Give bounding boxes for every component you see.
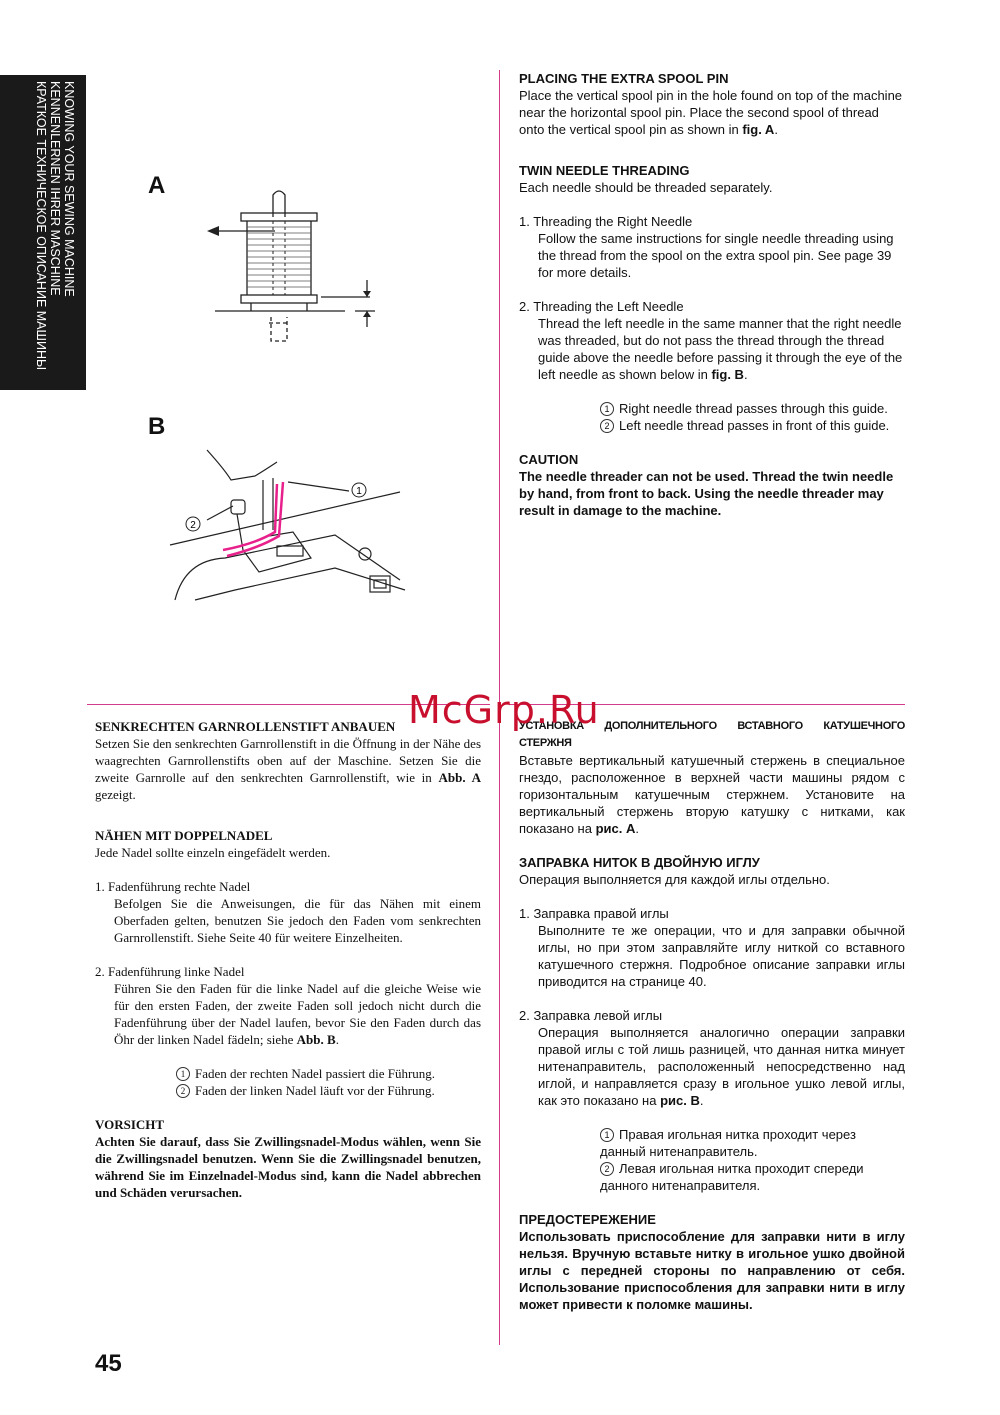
twin-heading-ru: ЗАПРАВКА НИТОК В ДВОЙНУЮ ИГЛУ [519, 855, 760, 870]
spool-text-de: Setzen Sie den senkrechten Garnrollenstift in die Öffnung in der Nähe des waagrechten Garnrollenstifts oben auf der Maschine. Setzen Sie die zweite Garnrolle auf den senkrechten Garnrollenstift, wie in Abb. A gezeigt. [95, 736, 481, 802]
step1-title-en: 1. Threading the Right Needle [519, 214, 693, 229]
caution-text-ru: Использовать приспособление для заправки нити в иглу нельзя. Вручную вставьте нитку в игольное ушко двойной иглы с передней стороны по направлению от себя. Использование приспособления для заправки нити в иглу может привести к поломке машины. [519, 1229, 905, 1312]
spool-text-ru: Вставьте вертикальный катушечный стержень в специальное гнездо, расположенное в верхней части машины рядом с горизонтальным катушечным стержнем. Установите на вертикальный стержень вторую катушку с нитками, как показано на рис. А. [519, 753, 905, 836]
twin-text-de: Jede Nadel sollte einzeln eingefädelt werden. [95, 845, 331, 860]
spool-heading-en: PLACING THE EXTRA SPOOL PIN [519, 71, 729, 86]
twin-heading-en: TWIN NEEDLE THREADING [519, 163, 690, 178]
side-tab [0, 75, 86, 390]
caution-text-de: Achten Sie darauf, dass Sie Zwillingsnadel-Modus wählen, wenn Sie die Zwillingsnadel benutzen. Wenn Sie die Zwillingsnadel benutzen, während Sie im Einzelnadel-Modus sind, kann die Nadel abbrechen und Schäden verursachen. [95, 1134, 481, 1200]
twin-text-en: Each needle should be threaded separately. [519, 180, 773, 195]
step2-title-en: 2. Threading the Left Needle [519, 299, 684, 314]
spool-text-en: Place the vertical spool pin in the hole found on top of the machine near the horizontal spool pin. Place the second spool of thread onto the vertical spool pin as shown in fig. A. [519, 88, 903, 137]
step2-text-de: Führen Sie den Faden für die linke Nadel auf die gleiche Weise wie für den ersten Faden, der zweite Faden soll jedoch nicht durch die Fadenführung über der Nadel laufen, bevor Sie den Faden durch das Öhr der linken Nadel fädeln; siehe Abb. B. [114, 981, 481, 1047]
note2-ru: 2 Левая игольная нитка проходит спереди данного нитенаправителя. [600, 1161, 864, 1193]
figure-b-needle-diagram [165, 440, 415, 605]
step2-text-en: Thread the left needle in the same manner that the right needle was threaded, but do not pass the thread through the thread guide above the needle before passing it through the eye of the left needle as shown below in fig. B. [538, 316, 903, 382]
step2-title-de: 2. Fadenführung linke Nadel [95, 964, 245, 979]
twin-heading-de: NÄHEN MIT DOPPELNADEL [95, 828, 273, 843]
note1-en: 1 Right needle thread passes through this guide. [519, 400, 905, 417]
figure-a-label: A [148, 172, 166, 199]
caution-text-en: The needle threader can not be used. Thread the twin needle by hand, from front to back. Using the needle threader may result in damage to the machine. [519, 469, 894, 518]
step1-text-de: Befolgen Sie die Anweisungen, die für das Nähen mit einem Oberfaden gelten, benutzen Sie jedoch den Faden vom senkrechten Garnrollenstift. Siehe Seite 40 für weitere Einzelheiten. [114, 896, 481, 945]
side-tab-ru: КРАТКОЕ ТЕХНИЧЕСКОЕ ОПИСАНИЕ МАШИНЫ [34, 81, 48, 371]
english-section [519, 70, 905, 519]
spool-heading-de: SENKRECHTEN GARNROLLENSTIFT ANBAUEN [95, 719, 396, 734]
side-tab-de: KENNENLERNEN IHRER MASCHINE [48, 81, 62, 296]
twin-text-ru: Операция выполняется для каждой иглы отдельно. [519, 872, 830, 887]
watermark: McGrp.Ru [408, 688, 600, 732]
german-section [95, 718, 481, 1201]
callout-2: 2 [190, 520, 196, 531]
caution-heading-en: CAUTION [519, 452, 579, 467]
note2-en: 2 Left needle thread passes in front of this guide. [519, 417, 905, 434]
figure-a-spool-diagram [195, 185, 395, 350]
step2-text-ru: Операция выполняется аналогично операции заправки правой иглы с той лишь разницей, что данная нитка минует нитенаправитель, расположенный непосредственно над иглой, и направляется сразу в игольное ушко левой иглы, как это показано на рис. В. [538, 1025, 905, 1108]
side-tab-en: KNOWING YOUR SEWING MACHINE [62, 81, 76, 297]
step1-title-ru: 1. Заправка правой иглы [519, 906, 669, 921]
step1-text-ru: Выполните те же операции, что и для заправки обычной иглы, но при этом заправляйте иглу ниткой со вставного катушечного стержня. Подробное описание заправки иглы приводится на странице 40. [538, 923, 905, 989]
note1-de: 1 Faden der rechten Nadel passiert die Führung. [95, 1065, 481, 1082]
note2-de: 2 Faden der linken Nadel läuft vor der Führung. [95, 1082, 481, 1099]
page-number: 45 [95, 1350, 122, 1377]
spool-heading-ru: УСТАНОВКА ДОПОЛНИТЕЛЬНОГО ВСТАВНОГО КАТУШЕЧНОГО СТЕРЖНЯ [519, 720, 905, 749]
caution-heading-ru: ПРЕДОСТЕРЕЖЕНИЕ [519, 1212, 656, 1227]
step1-text-en: Follow the same instructions for single needle threading using the thread from the spool on the extra spool pin. See page 39 for more details. [538, 231, 894, 280]
figure-b-label: B [148, 413, 166, 440]
step2-title-ru: 2. Заправка левой иглы [519, 1008, 663, 1023]
caution-heading-de: VORSICHT [95, 1117, 165, 1132]
russian-section [519, 718, 905, 1313]
note1-ru: 1 Правая игольная нитка проходит через данный нитенаправитель. [600, 1127, 856, 1159]
step1-title-de: 1. Fadenführung rechte Nadel [95, 879, 251, 894]
callout-1: 1 [356, 486, 362, 497]
